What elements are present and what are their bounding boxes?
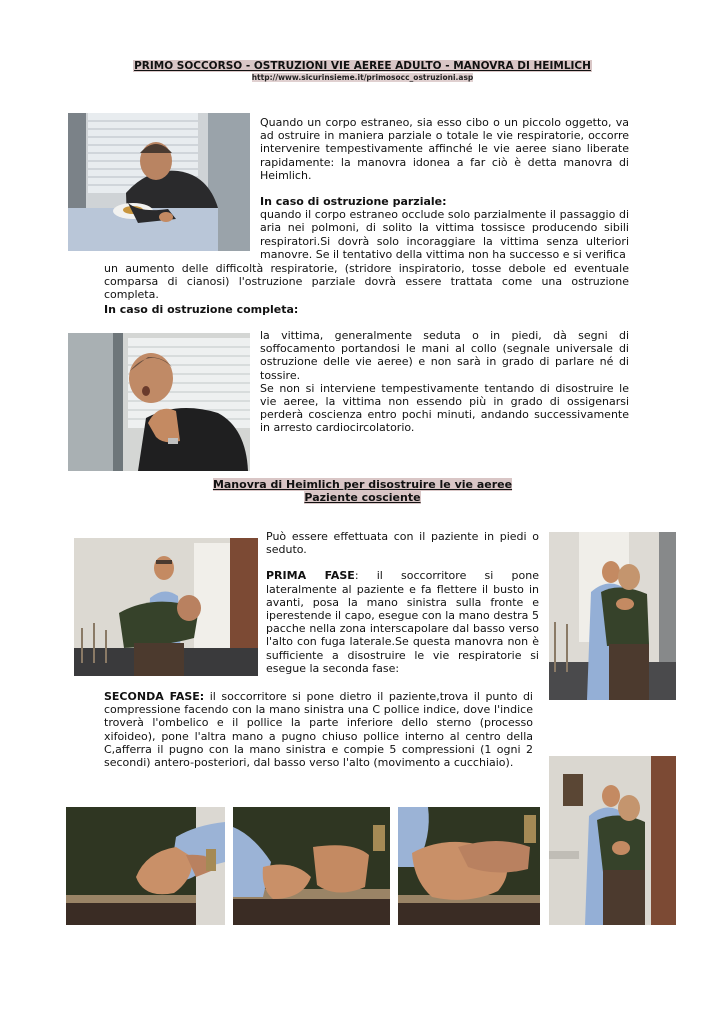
first-phase-description: : il soccorritore si pone lateralmente al paziente e fa flettere il busto in avanti, posa la mano sinistra sulla fronte e iperestende il capo, esegue con la mano destra 5 pacche nella zona interscapolare dal basso verso l'alto con fuga laterale.Se questa manovra non è sufficiente a disostruire le vie respiratorie si esegue la seconda fase:	[266, 569, 539, 675]
heimlich-title: Manovra di Heimlich per disostruire le vie aeree	[212, 478, 513, 491]
partial-obstruction-heading: In caso di ostruzione parziale:	[260, 195, 447, 209]
second-phase-label: SECONDA FASE:	[104, 690, 205, 703]
hands-closeup-photo-2	[233, 807, 390, 925]
page-title: PRIMO SOCCORSO - OSTRUZIONI VIE AEREE ADULTO - MANOVRA DI HEIMLICH	[134, 60, 591, 72]
complete-obstruction-heading: In caso di ostruzione completa:	[104, 303, 299, 316]
hands-closeup-photo-1	[66, 807, 225, 925]
back-blows-photo	[74, 538, 258, 676]
choking-man-photo	[68, 333, 250, 471]
source-url[interactable]: http://www.sicurinsieme.it/primosocc_ostruzioni.asp	[251, 73, 474, 82]
second-phase-description: il soccorritore si pone dietro il paziente,trova il punto di compressione facendo con la mano sinistra una C pollice indice, dove l'indice troverà l'ombelico e il pollice la parte inferiore dello sterno (processo xifoideo), pone l'altra mano a pugno chiuso pollice interno al centro della C,afferra il pugno con la mano sinistra e compie 5 compressioni (1 ogni 2 secondi) antero-posteriori, dal basso verso l'alto (movimento a cucchiaio).	[104, 690, 533, 770]
heimlich-standing-photo-1	[549, 532, 676, 700]
eating-man-photo	[68, 113, 250, 251]
intro-paragraph: Quando un corpo estraneo, sia esso cibo o un piccolo oggetto, va ad ostruire in maniera parziale o totale le vie respiratorie, occorre intervenire tempestivamente affinché le vie aeree siano liberate rapidamente: la manovra idonea a far ciò è detta manovra di Heimlich.	[260, 116, 629, 182]
partial-obstruction-continuation: un aumento delle difficoltà respiratorie, (stridore inspiratorio, tosse debole ed eventuale comparsa di cianosi) l'ostruzione parziale dovrà essere trattata come una ostruzione completa.	[104, 262, 629, 302]
heimlich-standing-photo-2	[549, 756, 676, 925]
partial-obstruction-text: quando il corpo estraneo occlude solo parzialmente il passaggio di aria nei polmoni, di solito la vittima tossisce producendo sibili respiratori.Si dovrà solo incoraggiare la vittima senza ulteriori manovre. Se il tentativo della vittima non ha successo e si verifica	[260, 208, 629, 261]
complete-obstruction-text: la vittima, generalmente seduta o in piedi, dà segni di soffocamento portandosi le mani al collo (segnale universale di ostruzione delle vie aeree) e non sarà in grado di parlare né di tossire.	[260, 329, 629, 382]
first-phase-label: PRIMA FASE	[266, 569, 355, 583]
second-phase-text	[104, 690, 533, 769]
hands-closeup-photo-3	[398, 807, 540, 925]
complete-obstruction-consequence: Se non si interviene tempestivamente tentando di disostruire le vie aeree, la vittima non essendo più in grado di ossigenarsi perderà coscienza entro pochi minuti, andando successivamente in arresto cardiocircolatorio.	[260, 381, 629, 435]
conscious-patient-text: Può essere effettuata con il paziente in piedi o seduto.	[266, 530, 539, 557]
first-phase-text	[266, 569, 539, 675]
conscious-patient-subtitle: Paziente cosciente	[304, 491, 421, 504]
